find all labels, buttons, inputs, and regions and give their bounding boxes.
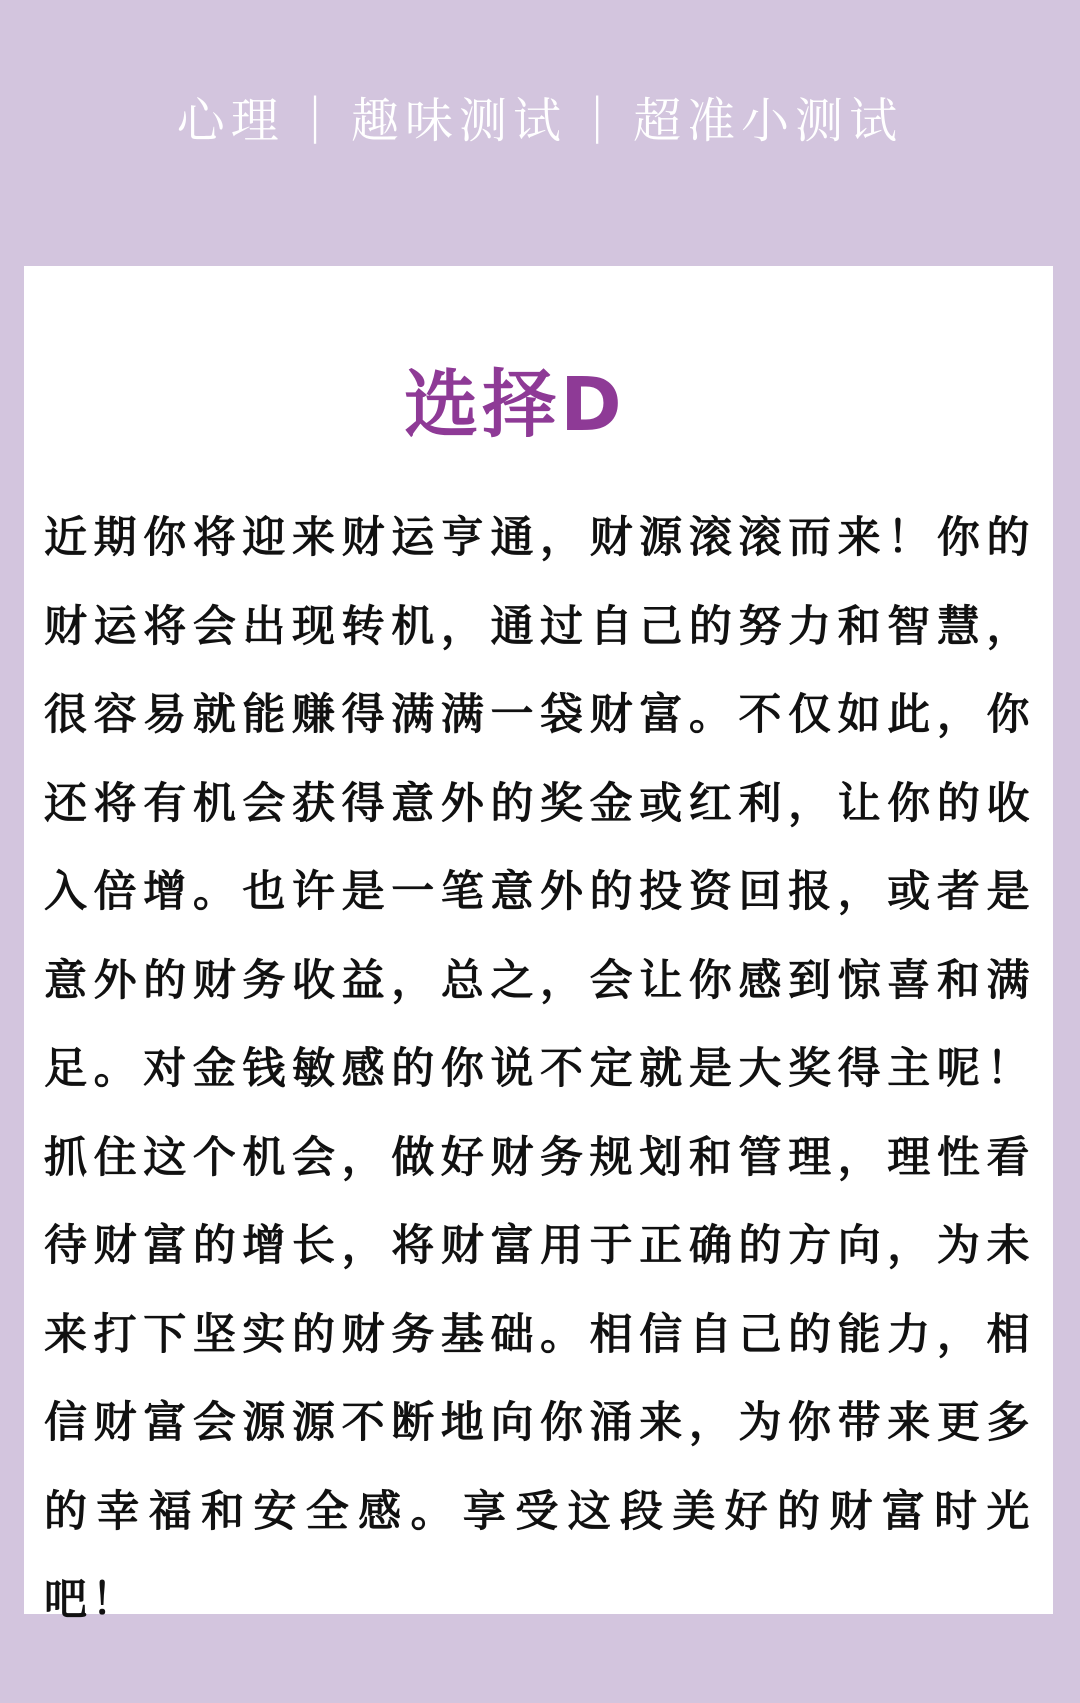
header-separator: | <box>306 88 329 144</box>
header-separator: | <box>589 88 612 144</box>
header-subcategory: 趣味测试 <box>350 92 567 149</box>
header-bar <box>0 78 1080 154</box>
result-title: 选择D <box>404 362 626 448</box>
header-tagline: 超准小测试 <box>633 92 904 149</box>
result-description: 近期你将迎来财运亨通，财源滚滚而来！你的财运将会出现转机，通过自己的努力和智慧，很容易就能赚得满满一袋财富。不仅如此，你还将有机会获得意外的奖金或红利，让你的收入倍增。也许是一笔意外的投资回报，或者是意外的财务收益，总之，会让你感到惊喜和满足。对金钱敏感的你说不定就是大奖得主呢！抓住这个机会，做好财务规划和管理，理性看待财富的增长，将财富用于正确的方向，为未来打下坚实的财务基础。相信自己的能力，相信财富会源源不断地向你涌来，为你带来更多的幸福和安全感。享受这段美好的财富时光吧！ <box>44 513 1034 1625</box>
header-category: 心理 <box>176 92 285 149</box>
